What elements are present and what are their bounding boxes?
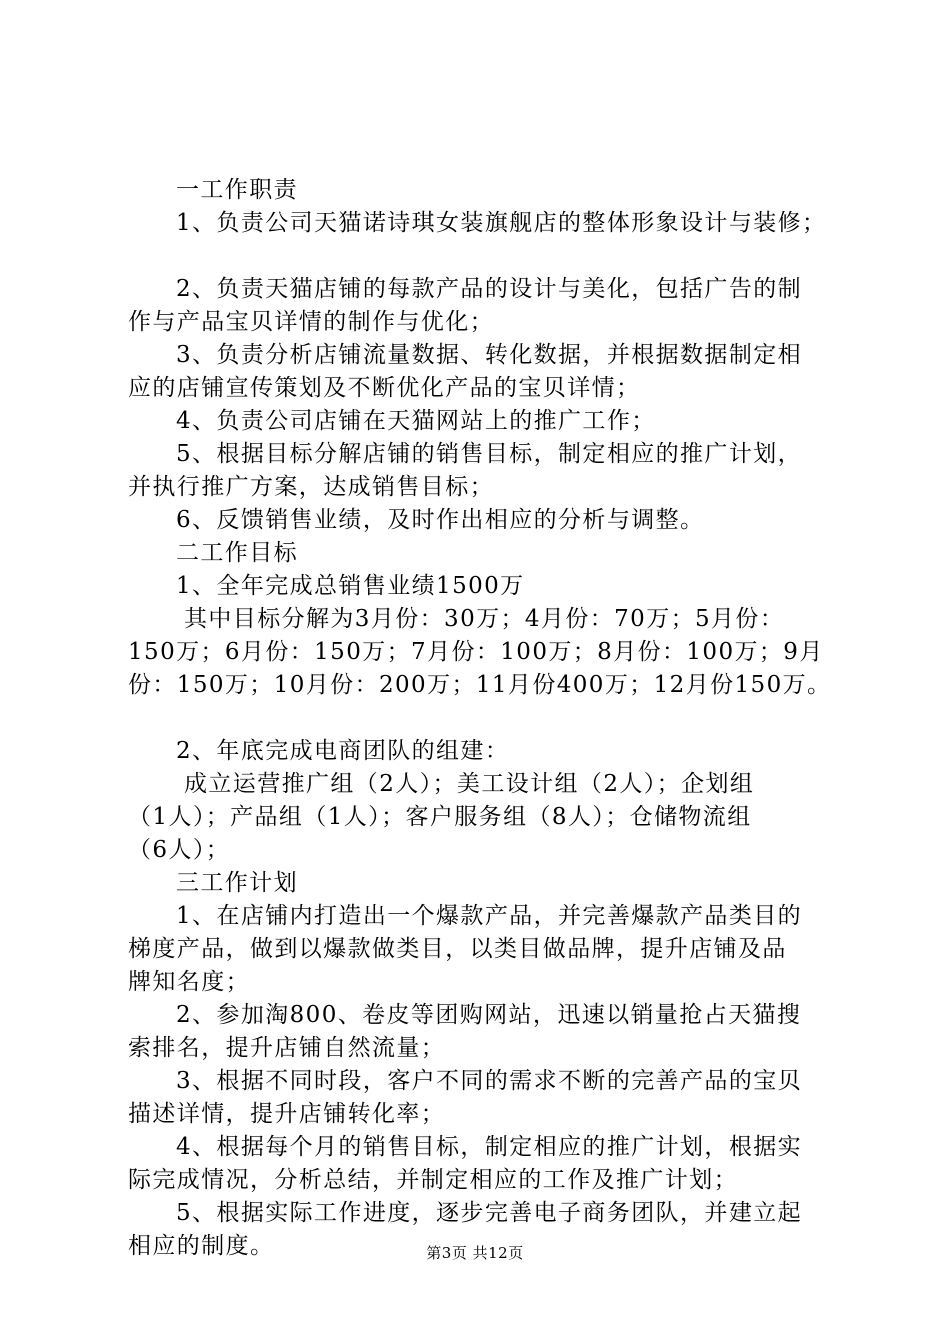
paragraph-line: 6、反馈销售业绩，及时作出相应的分析与调整。	[176, 507, 705, 533]
paragraph-line: 份：150万；10月份：200万；11月份400万；12月份150万。	[128, 672, 832, 698]
paragraph-line: 其中目标分解为3月份：30万；4月份：70万；5月份：	[184, 606, 785, 632]
paragraph-line: 描述详情，提升店铺转化率；	[128, 1101, 446, 1127]
paragraph-line: 1、负责公司天猫诺诗琪女装旗舰店的整体形象设计与装修；	[176, 210, 827, 236]
paragraph-line: 5、根据目标分解店铺的销售目标，制定相应的推广计划，	[176, 441, 803, 467]
document-body	[128, 174, 840, 1263]
paragraph-line: 成立运营推广组（2人）；美工设计组（2人）；企划组	[184, 771, 755, 797]
paragraph-line: 3、负责分析店铺流量数据、转化数据，并根据数据制定相	[176, 342, 803, 368]
paragraph-line: 2、负责天猫店铺的每款产品的设计与美化，包括广告的制	[176, 276, 803, 302]
section-heading-plan: 三工作计划	[176, 870, 298, 896]
paragraph-line: 梯度产品，做到以爆款做类目，以类目做品牌，提升店铺及品	[128, 936, 787, 962]
paragraph-line: 应的店铺宣传策划及不断优化产品的宝贝详情；	[128, 375, 641, 401]
paragraph-line: 2、年底完成电商团队的组建：	[176, 738, 510, 764]
paragraph-line: 际完成情况，分析总结，并制定相应的工作及推广计划；	[128, 1167, 738, 1193]
paragraph-line: 作与产品宝贝详情的制作与优化；	[128, 309, 494, 335]
paragraph-line: 1、在店铺内打造出一个爆款产品，并完善爆款产品类目的	[176, 903, 803, 929]
paragraph-line: 4、根据每个月的销售目标，制定相应的推广计划，根据实	[176, 1134, 803, 1160]
paragraph-line: 150万；6月份：150万；7月份：100万；8月份：100万；9月	[128, 639, 824, 665]
paragraph-line: 3、根据不同时段，客户不同的需求不断的完善产品的宝贝	[176, 1068, 803, 1094]
blank-line	[128, 240, 840, 273]
page-number-footer: 第3页 共12页	[426, 1244, 524, 1262]
paragraph-line: 索排名，提升店铺自然流量；	[128, 1035, 446, 1061]
section-heading-duties: 一工作职责	[176, 177, 298, 203]
paragraph-line: 5、根据实际工作进度，逐步完善电子商务团队，并建立起	[176, 1200, 803, 1226]
paragraph-line: （6人）；	[128, 837, 231, 863]
paragraph-line: 1、全年完成总销售业绩1500万	[176, 573, 525, 599]
paragraph-line: 4、负责公司店铺在天猫网站上的推广工作；	[176, 408, 656, 434]
paragraph-line: 相应的制度。	[128, 1233, 275, 1259]
paragraph-line: （1人）；产品组（1人）；客户服务组（8人）；仓储物流组	[128, 804, 752, 830]
section-heading-goals: 二工作目标	[176, 540, 298, 566]
blank-line	[128, 702, 840, 735]
paragraph-line: 并执行推广方案，达成销售目标；	[128, 474, 494, 500]
paragraph-line: 牌知名度；	[128, 969, 250, 995]
paragraph-line: 2、参加淘800、卷皮等团购网站，迅速以销量抢占天猫搜	[176, 1002, 802, 1028]
